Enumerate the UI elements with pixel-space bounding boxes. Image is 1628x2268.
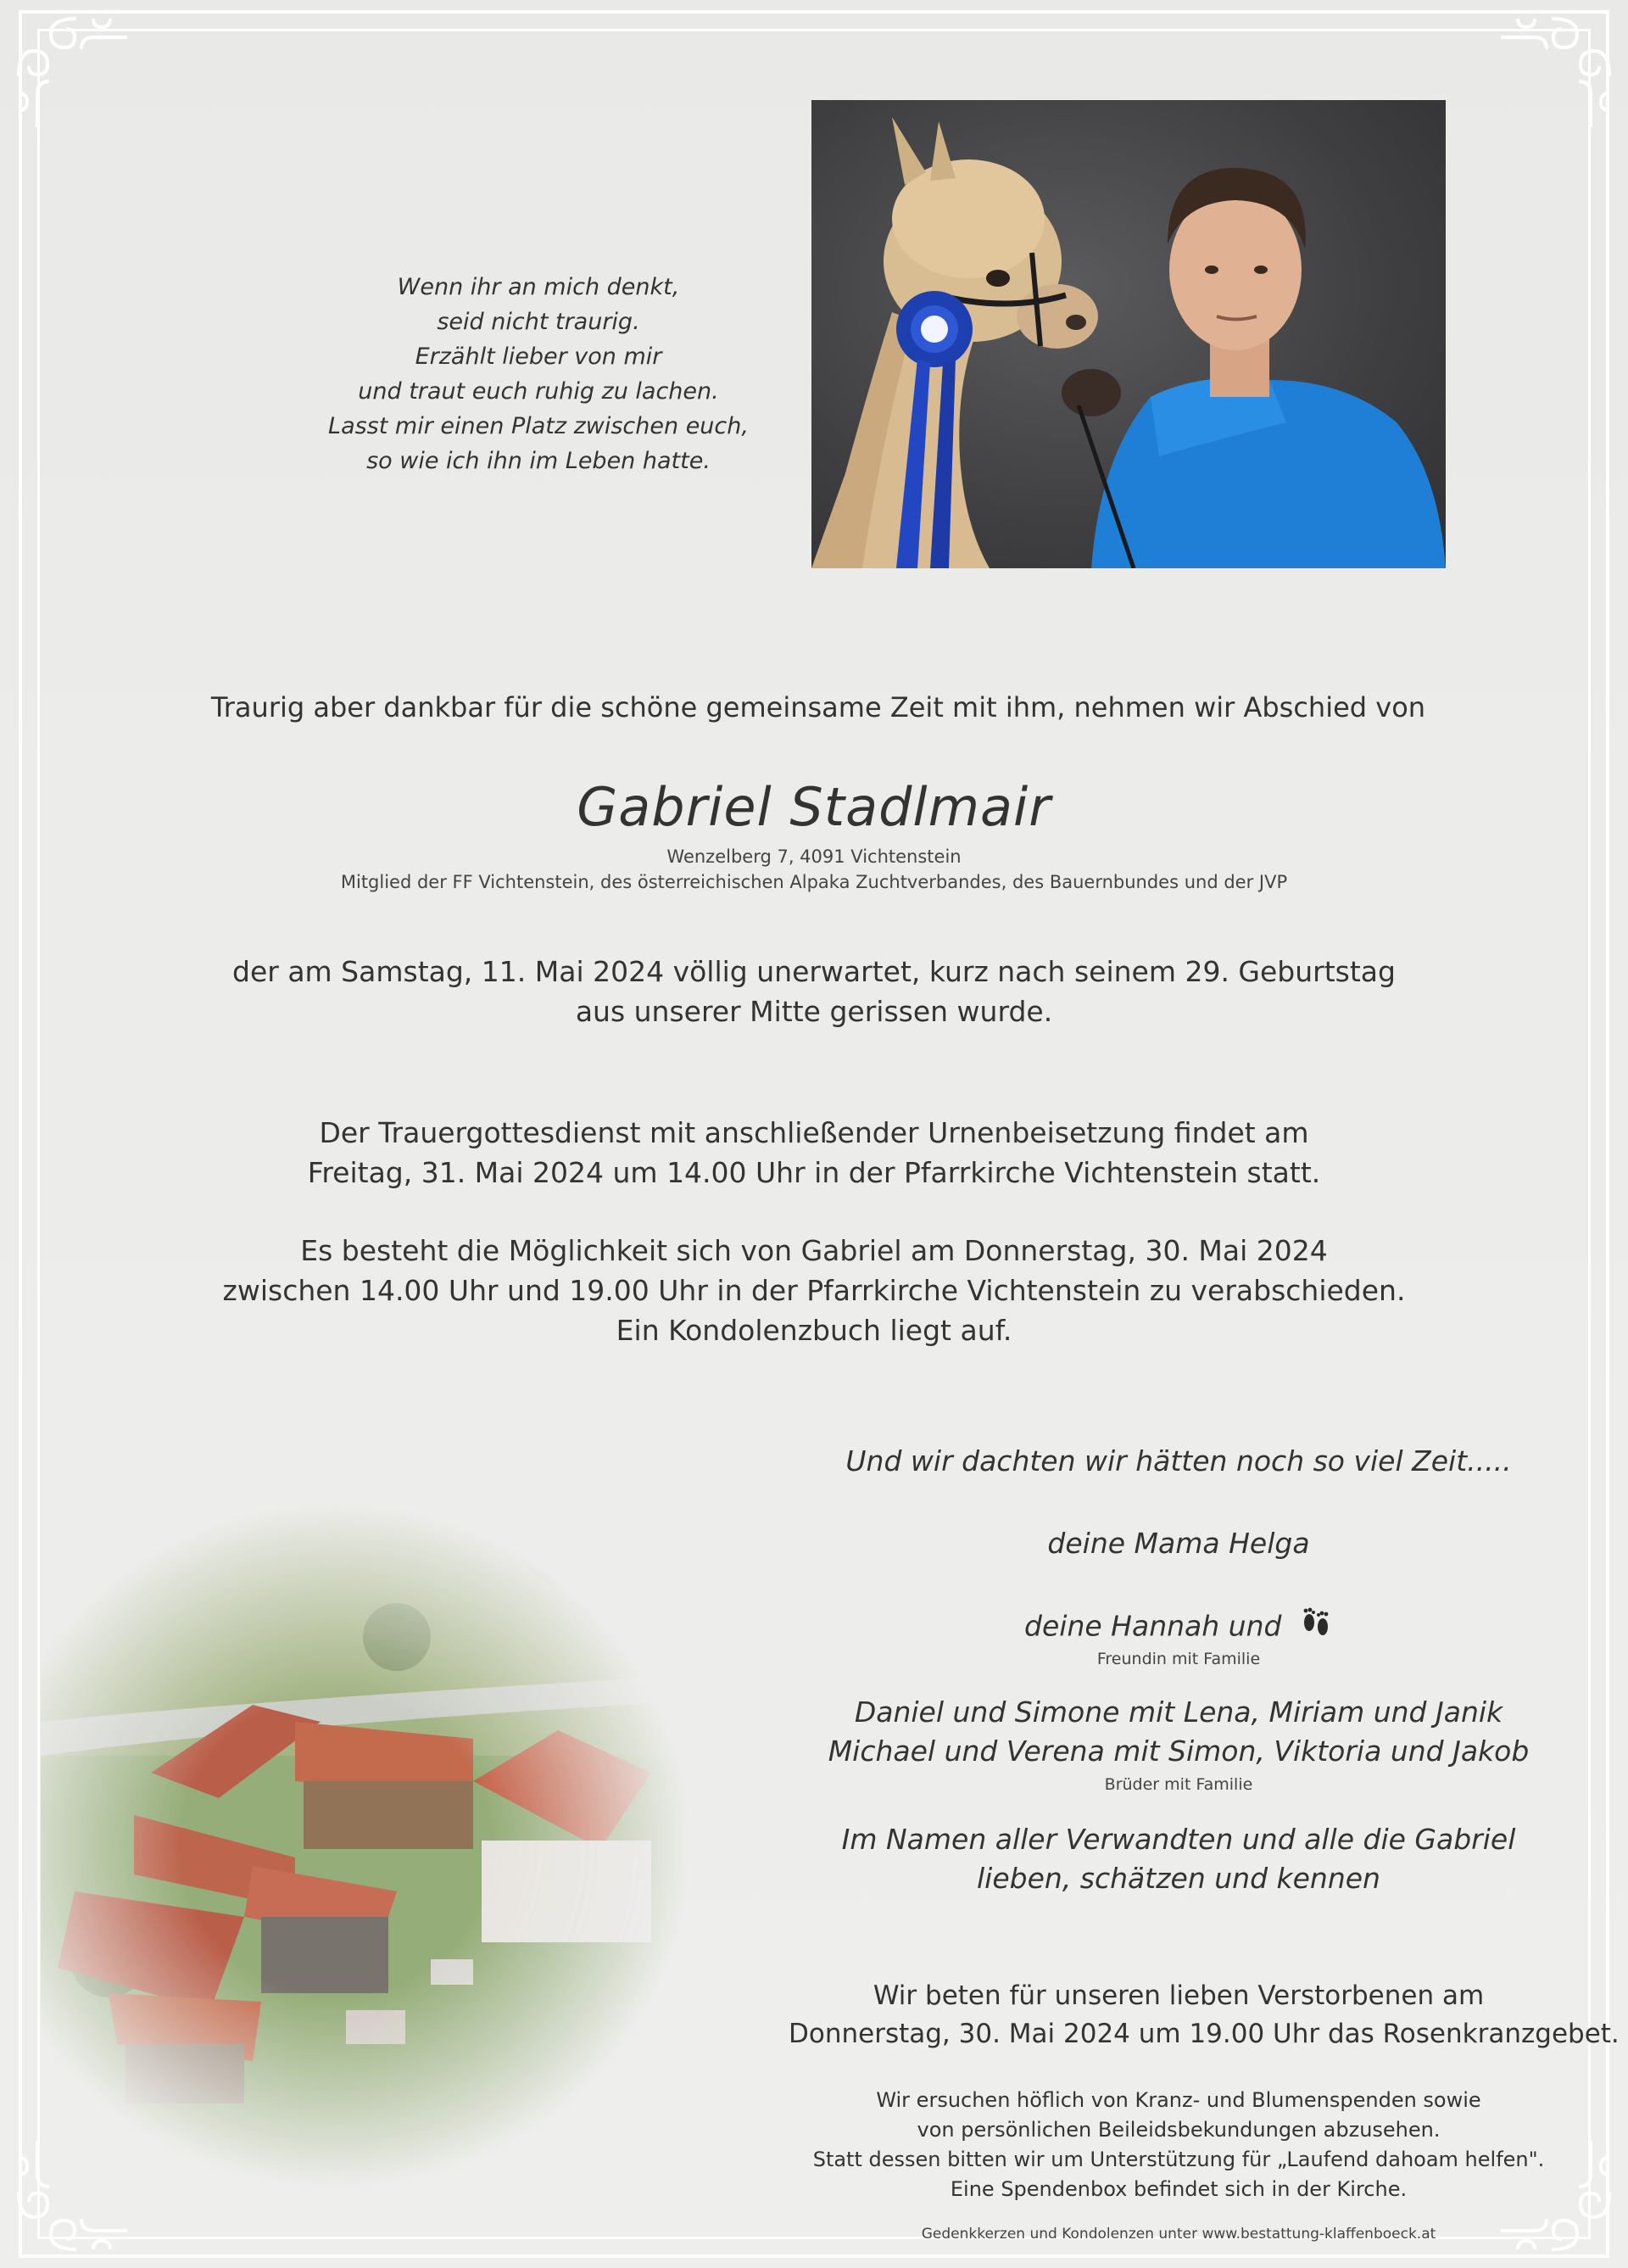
donation-line: Eine Spendenbox befindet sich in der Kirche. bbox=[950, 2177, 1408, 2201]
poem-line: Lasst mir einen Platz zwischen euch, bbox=[328, 413, 749, 439]
farm-landscape-image bbox=[41, 1416, 778, 2197]
mourner-relatives bbox=[789, 1820, 1569, 1898]
brothers-line: Daniel und Simone mit Lena, Miriam und Janik bbox=[854, 1695, 1503, 1729]
donation-line: von persönlichen Beileidsbekundungen abzusehen. bbox=[917, 2118, 1441, 2142]
relatives-line: Im Namen aller Verwandten und alle die Gabriel bbox=[841, 1823, 1516, 1856]
mourner-partner bbox=[789, 1606, 1569, 1650]
partner-note: Freundin mit Familie bbox=[1096, 1650, 1261, 1668]
donation-line: Statt dessen bitten wir um Unterstützung für „Laufend dahoam helfen". bbox=[812, 2148, 1545, 2171]
service-line: Der Trauergottesdienst mit anschließender Urnenbeisetzung findet am bbox=[319, 1116, 1309, 1149]
mourner-partner-text: deine Hannah und bbox=[1024, 1609, 1282, 1643]
mourners-quote: Und wir dachten wir hätten noch so viel Zeit..... bbox=[845, 1444, 1512, 1478]
poem-line: so wie ich ihn im Leben hatte. bbox=[366, 448, 711, 474]
donation-line: Wir ersuchen höflich von Kranz- und Blumenspenden sowie bbox=[876, 2088, 1481, 2112]
farewell-info bbox=[170, 1231, 1458, 1350]
death-notice-line: der am Samstag, 11. Mai 2024 völlig unerwartet, kurz nach seinem 29. Geburtstag bbox=[232, 955, 1396, 988]
ornament-corner-icon bbox=[0, 0, 127, 127]
service-line: Freitag, 31. Mai 2024 um 14.00 Uhr in der Pfarrkirche Vichtenstein statt. bbox=[307, 1156, 1321, 1189]
deceased-address: Wenzelberg 7, 4091 Vichtenstein bbox=[666, 846, 962, 867]
farewell-line: zwischen 14.00 Uhr und 19.00 Uhr in der Pfarrkirche Vichtenstein zu verabschieden. bbox=[222, 1274, 1406, 1307]
mourner-mother: deine Mama Helga bbox=[1047, 1527, 1310, 1560]
poem-line: Wenn ihr an mich denkt, bbox=[397, 274, 680, 300]
poem-line: Erzählt lieber von mir bbox=[415, 344, 662, 370]
rosary-info bbox=[789, 1977, 1620, 2053]
deceased-name: Gabriel Stadlmair bbox=[577, 776, 1051, 838]
death-notice bbox=[170, 952, 1458, 1031]
membership-text: Mitglied der FF Vichtenstein, des österreichischen Alpaka Zuchtverbandes, des Bauernbundes und der JVP bbox=[340, 872, 1288, 892]
baby-footprints-icon bbox=[1299, 1606, 1333, 1650]
footer-link-text: Gedenkkerzen und Kondolenzen unter www.bestattung-klaffenboeck.at bbox=[921, 2226, 1436, 2243]
brothers-line: Michael und Verena mit Simon, Viktoria und Jakob bbox=[828, 1735, 1530, 1768]
relatives-line: lieben, schätzen und kennen bbox=[977, 1862, 1380, 1895]
intro-text: Traurig aber dankbar für die schöne gemeinsame Zeit mit ihm, nehmen wir Abschied von bbox=[210, 691, 1426, 723]
farewell-line: Es besteht die Möglichkeit sich von Gabriel am Donnerstag, 30. Mai 2024 bbox=[300, 1234, 1328, 1267]
memorial-poem bbox=[280, 270, 797, 478]
poem-line: seid nicht traurig. bbox=[437, 309, 640, 335]
ornament-corner-icon bbox=[1501, 0, 1628, 127]
brothers-note: Brüder mit Familie bbox=[1104, 1775, 1253, 1794]
portrait-photo bbox=[811, 100, 1446, 568]
rosary-line: Donnerstag, 30. Mai 2024 um 19.00 Uhr das Rosenkranzgebet. bbox=[789, 2019, 1620, 2049]
donation-note bbox=[789, 2086, 1569, 2204]
rosary-line: Wir beten für unseren lieben Verstorbenen am bbox=[873, 1980, 1485, 2011]
poem-line: und traut euch ruhig zu lachen. bbox=[358, 378, 719, 405]
service-info bbox=[170, 1113, 1458, 1193]
death-notice-line: aus unserer Mitte gerissen wurde. bbox=[575, 995, 1053, 1028]
mourner-brothers bbox=[789, 1693, 1569, 1771]
farewell-line: Ein Kondolenzbuch liegt auf. bbox=[616, 1314, 1012, 1347]
